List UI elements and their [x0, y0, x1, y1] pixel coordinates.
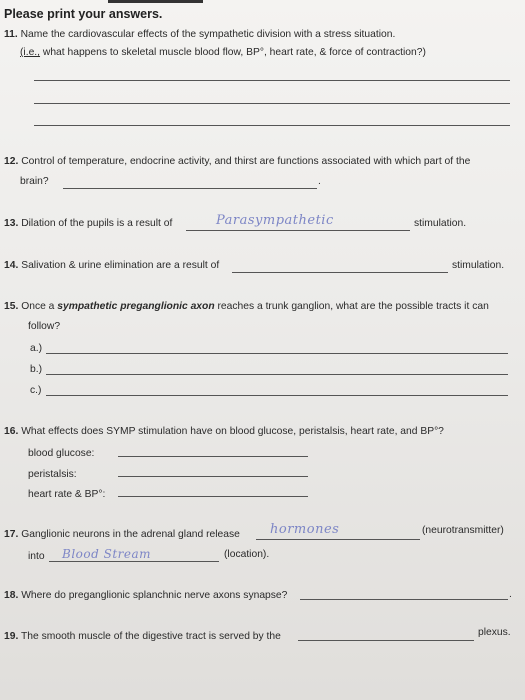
option-c-label: c.): [30, 385, 42, 396]
question-11: [4, 28, 395, 42]
suffix-text: stimulation.: [414, 218, 467, 229]
answer-line[interactable]: [34, 80, 510, 81]
question-text: Dilation of the pupils is a result of: [21, 218, 173, 229]
question-number: 18.: [4, 590, 19, 601]
question-text-post: reaches a trunk ganglion, what are the possible tracts it can: [214, 301, 489, 312]
question-text: Control of temperature, endocrine activity, and thirst are functions associated with which part of the: [21, 156, 471, 167]
question-18: [4, 589, 287, 603]
question-number: 19.: [4, 631, 19, 642]
question-14: [4, 259, 219, 273]
answer-line[interactable]: [118, 496, 308, 497]
suffix-text: stimulation.: [452, 260, 505, 271]
question-text-italic: sympathetic preganglionic axon: [57, 301, 215, 312]
handwritten-answer: Parasympathetic: [216, 213, 334, 228]
into-label: into: [28, 551, 45, 562]
question-11-hint: [20, 46, 426, 60]
question-12: [4, 155, 470, 169]
question-number: 17.: [4, 529, 19, 540]
question-17: [4, 528, 240, 542]
answer-line[interactable]: [34, 125, 510, 126]
question-number: 13.: [4, 218, 19, 229]
page-heading: Please print your answers.: [4, 7, 163, 21]
answer-line[interactable]: [46, 353, 508, 354]
answer-line[interactable]: [232, 272, 448, 273]
answer-line[interactable]: [118, 476, 308, 477]
row-peristalsis: peristalsis:: [28, 469, 77, 480]
question-15: [4, 300, 489, 314]
answer-line[interactable]: [46, 395, 508, 396]
period: .: [509, 589, 512, 600]
period: .: [318, 176, 321, 187]
option-b-label: b.): [30, 364, 43, 375]
handwritten-answer: hormones: [270, 522, 340, 537]
question-text-pre: Once a: [21, 301, 58, 312]
answer-line[interactable]: [63, 188, 317, 189]
question-16: [4, 425, 444, 439]
hint-text: what happens to skeletal muscle blood flow, BP°, heart rate, & force of contraction?): [40, 47, 426, 58]
question-number: 15.: [4, 301, 19, 312]
handwritten-answer: Blood Stream: [62, 547, 152, 561]
question-19: [4, 630, 281, 644]
suffix-text: (neurotransmitter): [422, 525, 504, 536]
question-number: 16.: [4, 426, 19, 437]
answer-line[interactable]: [49, 561, 219, 562]
question-12-line2: brain?: [20, 176, 49, 187]
suffix-text: (location).: [224, 549, 270, 560]
answer-line[interactable]: [300, 599, 508, 600]
question-text: Where do preganglionic splanchnic nerve axons synapse?: [21, 590, 288, 601]
question-13: [4, 217, 172, 231]
question-text: The smooth muscle of the digestive tract is served by the: [21, 631, 281, 642]
answer-line[interactable]: [186, 230, 410, 231]
question-15-line2: follow?: [28, 321, 61, 332]
option-a-label: a.): [30, 343, 43, 354]
answer-line[interactable]: [34, 103, 510, 104]
question-text: What effects does SYMP stimulation have on blood glucose, peristalsis, heart rate, and BP°?: [21, 426, 444, 437]
answer-line[interactable]: [118, 456, 308, 457]
question-number: 14.: [4, 260, 19, 271]
answer-line[interactable]: [256, 539, 420, 540]
answer-line[interactable]: [46, 374, 508, 375]
question-number: 11.: [4, 29, 18, 40]
question-text: Ganglionic neurons in the adrenal gland release: [21, 529, 240, 540]
suffix-text: plexus.: [478, 627, 511, 638]
row-blood-glucose: blood glucose:: [28, 448, 95, 459]
answer-line[interactable]: [298, 640, 474, 641]
row-heart-rate-bp: heart rate & BP°:: [28, 489, 106, 500]
question-text: Salivation & urine elimination are a result of: [21, 260, 220, 271]
top-rule: [108, 0, 203, 3]
question-number: 12.: [4, 156, 19, 167]
hint-ie: (i.e.,: [20, 47, 41, 58]
question-text: Name the cardiovascular effects of the sympathetic division with a stress situation.: [20, 29, 396, 40]
